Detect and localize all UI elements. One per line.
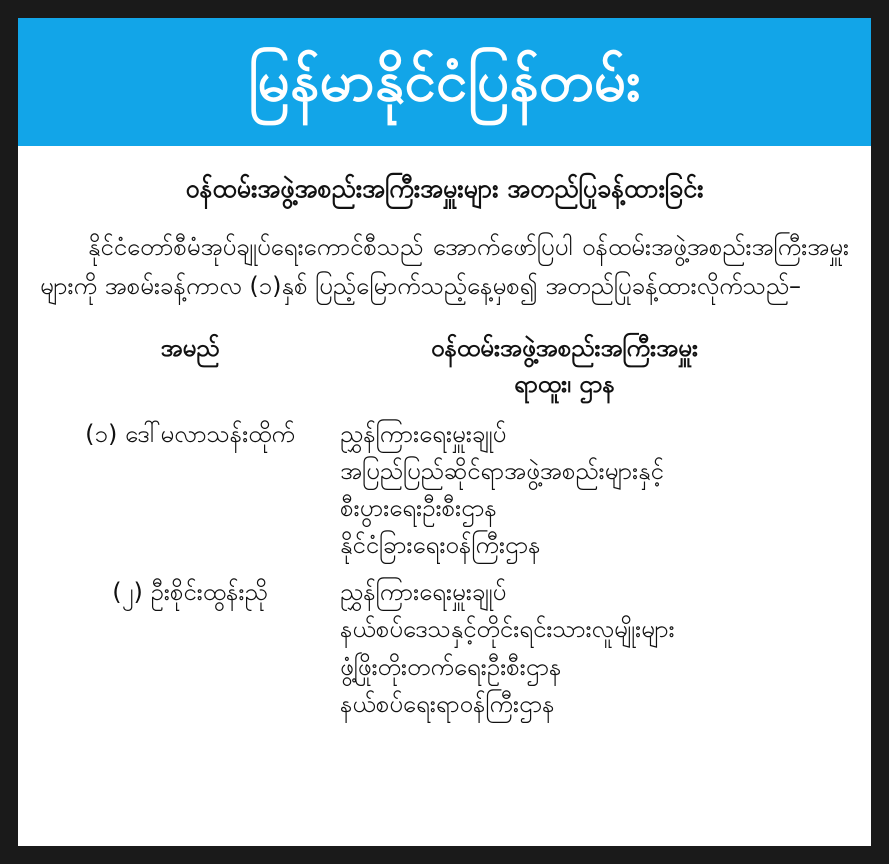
table-column-headers: [40, 330, 849, 402]
document-page: [18, 18, 871, 846]
row-post-line: နယ်စပ်ဒေသနှင့်တိုင်းရင်းသားလူမျိုးများ: [340, 615, 675, 644]
row-post-line: ညွှန်ကြားရေးမှူးချုပ်: [340, 578, 507, 607]
row-name: (၁) ဒေါ်မလာသန်းထိုက်: [85, 419, 295, 448]
banner-header: [18, 18, 871, 146]
row-post-line: ညွှန်ကြားရေးမှူးချုပ်: [340, 419, 507, 448]
document-content: [18, 146, 871, 733]
row-post-line: ဖွံ့ဖြိုးတိုးတက်ရေးဦးစီးဌာန: [340, 652, 562, 681]
column-header-post: [340, 330, 849, 402]
row-post-line: နယ်စပ်ရေးရာဝန်ကြီးဌာန: [340, 689, 555, 718]
banner-title: မြန်မာနိုင်ငံပြန်တမ်း: [248, 49, 641, 114]
table-row: [40, 416, 849, 565]
column-header-post-sub: ရာထူး၊ ဌာန: [514, 369, 615, 398]
table-rows: [40, 416, 849, 724]
table-row: [40, 574, 849, 723]
column-header-post-main: ဝန်ထမ်းအဖွဲ့အစည်းအကြီးအမှူး: [431, 333, 698, 362]
row-name: (၂) ဦးစိုင်းထွန်းညို: [112, 578, 268, 607]
document-subtitle: ဝန်ထမ်းအဖွဲ့အစည်းအကြီးအမှူးများ အတည်ပြုခန့်ထားခြင်း: [185, 174, 704, 203]
document-paragraph: နိုင်ငံတော်စီမံအုပ်ချုပ်ရေးကောင်စီသည် အောက်ဖော်ပြပါ ဝန်ထမ်းအဖွဲ့အစည်းအကြီးအမှူးများကို အစမ်းခန့်ကာလ (၁)နှစ် ပြည့်မြောက်သည့်နေ့မှစ၍ အတည်ပြုခန့်ထားလိုက်သည်–: [40, 232, 849, 300]
row-post: [340, 574, 849, 723]
row-post-line: နိုင်ငံခြားရေးဝန်ကြီးဌာန: [340, 531, 541, 560]
column-header-name: အမည်: [160, 333, 220, 362]
row-post-line: အပြည်ပြည်ဆိုင်ရာအဖွဲ့အစည်းများနှင့်: [340, 456, 664, 485]
row-post: [340, 416, 849, 565]
row-post-line: စီးပွားရေးဦးစီးဌာန: [340, 493, 497, 522]
